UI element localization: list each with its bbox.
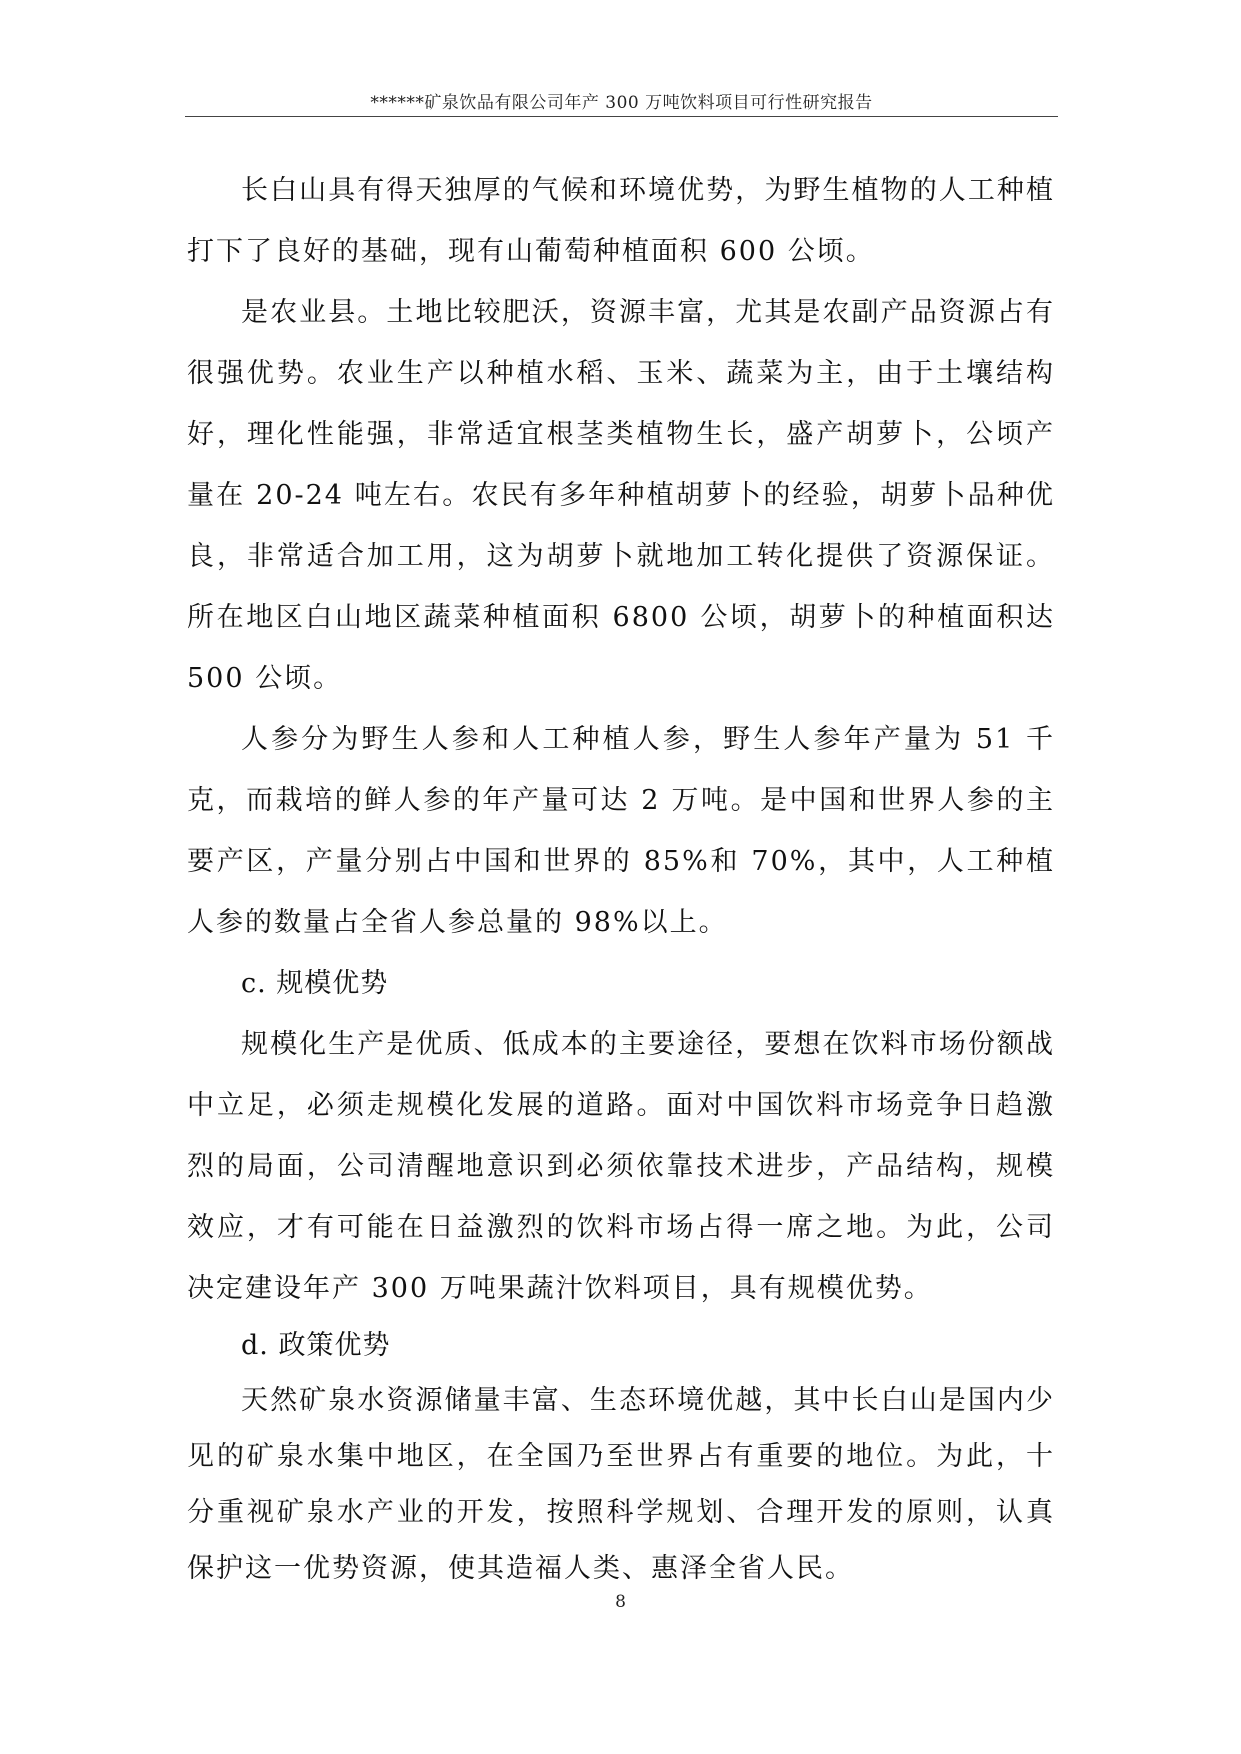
- paragraph-ginseng: 人参分为野生人参和人工种植人参，野生人参年产量为 51 千克，而栽培的鲜人参的年产量可达 2 万吨。是中国和世界人参的主要产区，产量分别占中国和世界的 85%和 70%，其中，人工种植人参的数量占全省人参总量的 98%以上。: [187, 724, 1055, 938]
- page-header: ******矿泉饮品有限公司年产 300 万吨饮料项目可行性研究报告: [370, 93, 873, 113]
- paragraph-changbaishan: 长白山具有得天独厚的气候和环境优势，为野生植物的人工种植打下了良好的基础，现有山葡萄种植面积 600 公顷。: [187, 175, 1055, 267]
- header-divider: [185, 116, 1058, 117]
- document-body: [187, 160, 1055, 1597]
- paragraph-policy-advantage: 天然矿泉水资源储量丰富、生态环境优越，其中长白山是国内少见的矿泉水集中地区，在全国乃至世界占有重要的地位。为此，十分重视矿泉水产业的开发，按照科学规划、合理开发的原则，认真保护这一优势资源，使其造福人类、惠泽全省人民。: [187, 1385, 1055, 1584]
- section-heading-policy: d. 政策优势: [241, 1330, 391, 1361]
- paragraph-agriculture: 是农业县。土地比较肥沃，资源丰富，尤其是农副产品资源占有很强优势。农业生产以种植水稻、玉米、蔬菜为主，由于土壤结构好，理化性能强，非常适宜根茎类植物生长，盛产胡萝卜，公顷产量在 20-24 吨左右。农民有多年种植胡萝卜的经验，胡萝卜品种优良，非常适合加工用，这为胡萝卜就地加工转化提供了资源保证。所在地区白山地区蔬菜种植面积 6800 公顷，胡萝卜的种植面积达 500 公顷。: [187, 297, 1055, 694]
- paragraph-scale-advantage: 规模化生产是优质、低成本的主要途径，要想在饮料市场份额战中立足，必须走规模化发展的道路。面对中国饮料市场竞争日趋激烈的局面，公司清醒地意识到必须依靠技术进步，产品结构，规模效应，才有可能在日益激烈的饮料市场占得一席之地。为此，公司决定建设年产 300 万吨果蔬汁饮料项目，具有规模优势。: [187, 1029, 1055, 1304]
- section-heading-scale: c. 规模优势: [241, 968, 389, 999]
- page-number: 8: [615, 1592, 626, 1612]
